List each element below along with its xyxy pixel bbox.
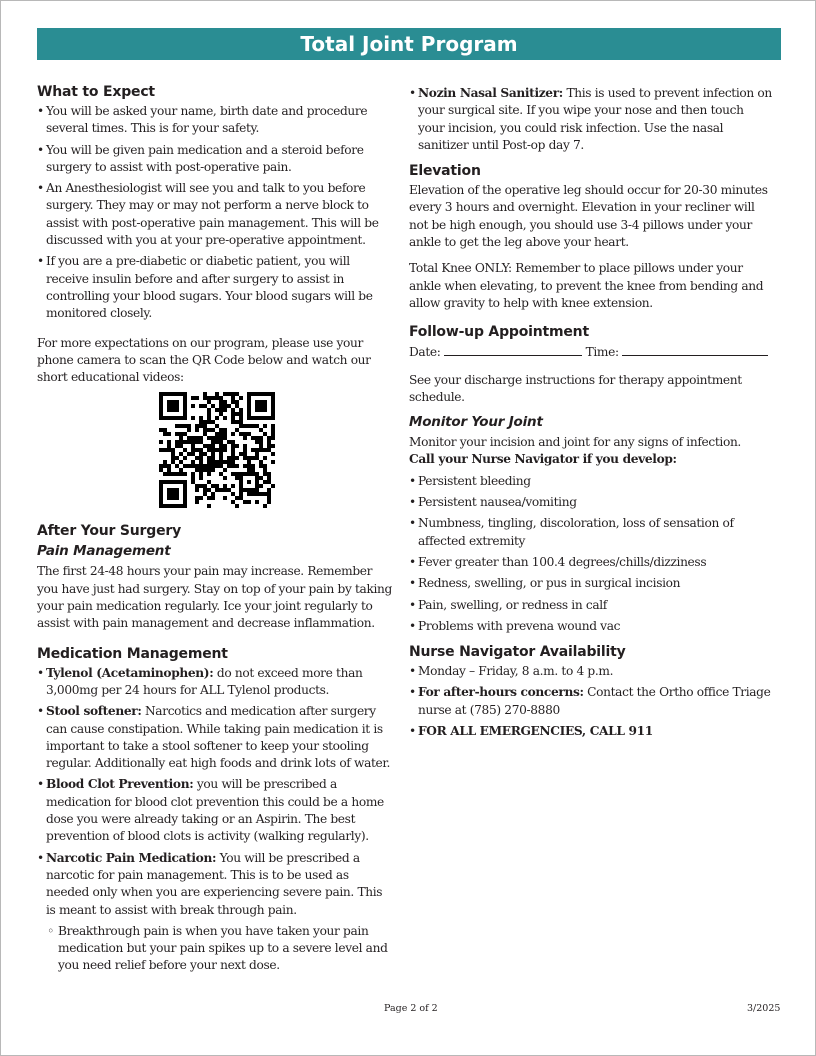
list-item — [37, 665, 395, 700]
what-to-expect-heading: What to Expect — [37, 84, 155, 100]
after-hours-text: Contact the Ortho office Triage nurse at (785) 270-8880 — [418, 685, 771, 717]
tylenol-text: do not exceed more than 3,000mg per 24 hours for ALL Tylenol products. — [46, 665, 363, 697]
elevation-text: Elevation of the operative leg should occur for 20-30 minutes every 3 hours and overnight. Elevation in your recliner will not be high enough, you should use 3-4 pillows under your ankle to get the leg above your heart. — [409, 183, 768, 250]
emergency-text: FOR ALL EMERGENCIES, CALL 911 — [418, 724, 653, 739]
qr-instructions: For more expectations on our program, please use your phone camera to scan the QR Code below and watch our short educational videos: — [37, 335, 371, 385]
stool-softener-text: Narcotics and medication after surgery can cause constipation. While taking pain medication it is important to take a stool softener to keep your stooling regular. Additionally eat high foods and drink lots of water. — [46, 704, 391, 771]
nozin-text: This is used to prevent infection on your surgical site. If you wipe your nose and then touch your incision, you could risk infection. Use the nasal sanitizer until Post-op day 7. — [418, 86, 772, 152]
time-label: Time: — [585, 345, 619, 360]
monitor-sentence: Monitor your incision and joint for any signs of infection. — [409, 435, 741, 450]
list-item: • Persistent nausea/vomiting — [409, 494, 773, 511]
list-item: ◦ Breakthrough pain is when you have taken your pain medication but your pain spikes up to a severe level and you need relief before your next dose. — [47, 923, 395, 975]
list-item: • Pain, swelling, or redness in calf — [409, 597, 773, 614]
follow-up-heading: Follow-up Appointment — [409, 324, 589, 341]
monitor-joint-heading: Monitor Your Joint — [409, 414, 543, 431]
symptom-list — [409, 473, 773, 635]
call-nurse-text: Call your Nurse Navigator if you develop: — [409, 452, 677, 467]
left-column — [37, 83, 395, 979]
stool-softener-label: Stool softener: — [46, 704, 142, 719]
medication-management-heading: Medication Management — [37, 645, 228, 662]
date-label: Date: — [409, 345, 441, 360]
time-field[interactable] — [622, 343, 768, 356]
list-item: • Numbness, tingling, discoloration, loss of sensation of affected extremity — [409, 515, 773, 550]
revision-date: 3/2025 — [747, 1003, 781, 1014]
expect-list — [37, 103, 395, 323]
blood-clot-label: Blood Clot Prevention: — [46, 777, 194, 792]
list-item: • Problems with prevena wound vac — [409, 618, 773, 635]
right-column — [409, 85, 773, 744]
list-item: • Fever greater than 100.4 degrees/chills/dizziness — [409, 554, 773, 571]
breakthrough-sublist — [37, 923, 395, 975]
list-item — [409, 85, 773, 154]
page-number: Page 2 of 2 — [384, 1003, 438, 1014]
medication-list — [37, 665, 395, 919]
blood-clot-text: you will be prescribed a medication for blood clot prevention this could be a home dose you were already taking or an Aspirin. The best prevention of blood clots is activity (walking regularly). — [46, 777, 384, 844]
appointment-fields — [409, 343, 773, 361]
list-item: • If you are a pre-diabetic or diabetic patient, you will receive insulin before and after surgery to assist in controlling your blood sugars. Your blood sugars will be monitored closely. — [37, 253, 395, 322]
list-item: • Persistent bleeding — [409, 473, 773, 490]
date-field[interactable] — [444, 343, 582, 356]
availability-list — [409, 663, 773, 740]
narcotic-label: Narcotic Pain Medication: — [46, 850, 217, 865]
list-item — [37, 703, 395, 772]
total-knee-text: Total Knee ONLY: Remember to place pillows under your ankle when elevating, to prevent the knee from bending and allow gravity to help with knee extension. — [409, 261, 764, 310]
list-item — [37, 776, 395, 845]
list-item — [409, 723, 773, 740]
monitor-text — [409, 434, 773, 469]
nurse-navigator-heading: Nurse Navigator Availability — [409, 644, 626, 661]
qr-code-icon[interactable] — [159, 392, 275, 508]
list-item: • You will be asked your name, birth date and procedure several times. This is for your safety. — [37, 103, 395, 138]
after-hours-label: For after-hours concerns: — [418, 685, 584, 700]
elevation-heading: Elevation — [409, 163, 481, 180]
narcotic-text: You will be prescribed a narcotic for pain management. This is to be used as needed only when you are experiencing severe pain. This is meant to assist with break through pain. — [46, 850, 383, 917]
list-item: • You will be given pain medication and a steroid before surgery to assist with post-operative pain. — [37, 142, 395, 177]
after-surgery-heading: After Your Surgery — [37, 523, 182, 540]
nozin-list — [409, 85, 773, 154]
list-item — [409, 684, 773, 719]
list-item: • Redness, swelling, or pus in surgical incision — [409, 575, 773, 592]
list-item: • Monday – Friday, 8 a.m. to 4 p.m. — [409, 663, 773, 680]
discharge-text: See your discharge instructions for therapy appointment schedule. — [409, 372, 742, 404]
nozin-label: Nozin Nasal Sanitizer: — [418, 86, 563, 100]
tylenol-label: Tylenol (Acetaminophen): — [46, 665, 214, 680]
pain-management-text: The first 24-48 hours your pain may increase. Remember you have just had surgery. Stay on top of your pain by taking your pain medication regularly. Ice your joint regularly to assist with pain management and decrease inflammation. — [37, 564, 392, 631]
list-item: • An Anesthesiologist will see you and talk to you before surgery. They may or may not perform a nerve block to assist with post-operative pain management. This will be discussed with you at your pre-operative appointment. — [37, 180, 395, 249]
pain-management-heading: Pain Management — [37, 543, 171, 560]
program-title-banner: Total Joint Program — [37, 28, 781, 60]
list-item — [37, 850, 395, 919]
